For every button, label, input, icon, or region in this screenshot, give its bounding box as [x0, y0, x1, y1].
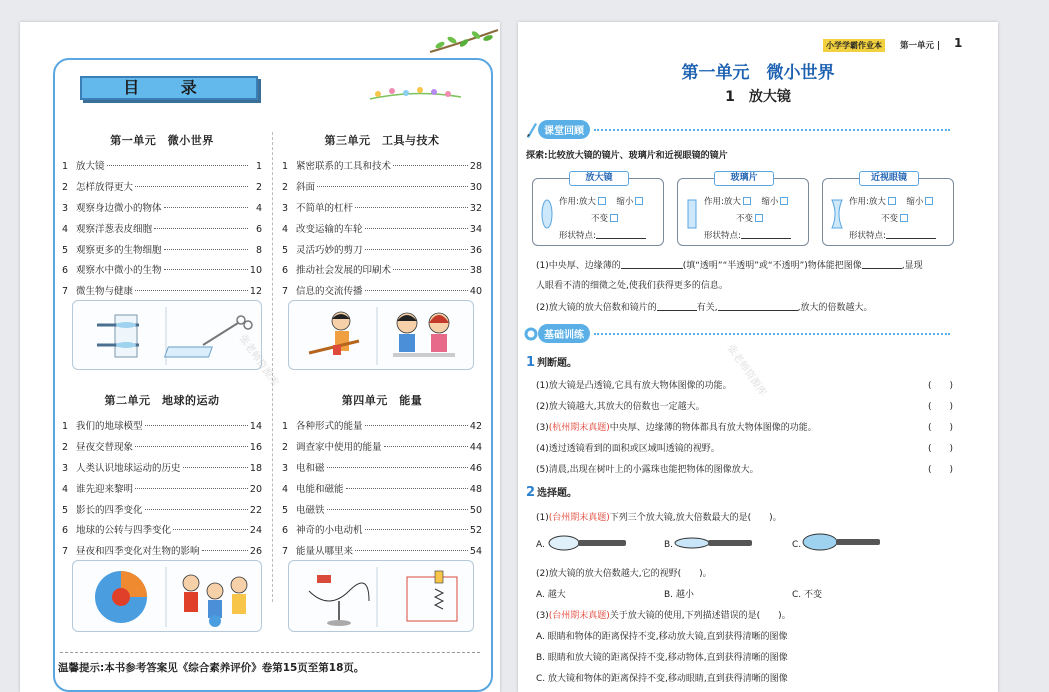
entry-page: 22 [249, 504, 262, 516]
entry-number: 5 [62, 504, 69, 516]
toc-entry[interactable] [282, 418, 482, 439]
toc-entry[interactable] [62, 439, 262, 460]
flowers-decoration [368, 79, 463, 105]
unchanged-label: 不变 [591, 214, 609, 224]
entry-page: 30 [469, 181, 482, 193]
earth-globe-icon [73, 561, 263, 633]
toc-page [20, 22, 500, 692]
shrink-label: 缩小 [761, 197, 779, 207]
entry-number: 7 [62, 546, 69, 558]
shape-answer-blank[interactable] [596, 230, 646, 239]
lens-box-glass [677, 173, 809, 246]
question-1-heading [526, 354, 577, 370]
entry-number: 4 [62, 483, 69, 495]
choice-question-3: (3)(台州期末真题)关于放大镜的使用,下列描述错误的是( )。 [536, 611, 791, 621]
checkbox-enlarge[interactable] [888, 197, 896, 205]
question-title: 选择题。 [537, 488, 578, 499]
fill1-text-b: (填“透明”“半透明”或“不透明”)物体能把图像 [682, 261, 862, 271]
unchanged-label: 不变 [736, 214, 754, 224]
entry-number: 4 [62, 223, 69, 235]
entry-page: 50 [469, 504, 482, 516]
entry-number: 3 [282, 202, 289, 214]
lens-box-label: 玻璃片 [714, 171, 774, 186]
shape-answer-blank[interactable] [886, 230, 936, 239]
gear-icon [524, 326, 538, 342]
entry-number: 2 [282, 441, 289, 453]
entry-number: 4 [282, 483, 289, 495]
magnifier-icon [802, 532, 882, 552]
unit-title: 第一单元 微小世界 [681, 63, 835, 83]
entry-title: 人类认识地球运动的历史 [76, 462, 181, 474]
fill-blank[interactable] [718, 302, 798, 311]
entry-page: 26 [249, 546, 262, 558]
entry-title: 电磁铁 [296, 504, 325, 516]
answer-paren[interactable]: ( ) [928, 465, 954, 475]
toc-entry[interactable] [282, 481, 482, 502]
fill-question-2 [536, 300, 873, 313]
question-number: 2 [526, 485, 536, 500]
unit-2 [62, 392, 262, 564]
toc-entry[interactable] [282, 502, 482, 523]
concave-lens-icon [831, 199, 843, 229]
entry-page: 24 [249, 525, 262, 537]
entry-title: 改变运输的车轮 [296, 223, 363, 235]
section-review-label: 课堂回顾 [538, 120, 590, 139]
effect-label: 作用:放大 [704, 197, 741, 207]
lens-box-magnifier [532, 173, 664, 246]
shape-label: 形状特点: [559, 231, 596, 241]
entry-number: 2 [62, 441, 69, 453]
unit-heading: 第二单元 地球的运动 [104, 394, 220, 407]
toc-entry[interactable] [282, 439, 482, 460]
unit-4-illustration [288, 560, 474, 632]
entry-title: 观察洋葱表皮细胞 [76, 223, 153, 235]
shape-label: 形状特点: [704, 231, 741, 241]
exam-source-tag: (杭州期末真题) [548, 423, 610, 433]
entry-page: 32 [469, 202, 482, 214]
entry-page: 14 [249, 421, 262, 432]
unit-1 [62, 132, 262, 304]
entry-title: 谁先迎来黎明 [76, 483, 134, 495]
entry-page: 1 [255, 161, 262, 172]
toc-entry[interactable] [282, 460, 482, 481]
exam-source-tag: (台州期末真题) [548, 513, 610, 523]
entry-page: 38 [469, 265, 482, 277]
series-tag: 小学学霸作业本 [823, 39, 885, 52]
entry-title: 各种形式的能量 [296, 421, 363, 432]
entry-number: 3 [62, 202, 69, 214]
entry-title: 灵活巧妙的剪刀 [296, 244, 363, 256]
fill2-text-b: 有关, [696, 303, 718, 313]
option-c[interactable]: C. [792, 540, 802, 550]
lens-box-myopia-glasses [822, 173, 954, 246]
question-title: 判断题。 [537, 358, 578, 369]
entry-title: 放大镜 [76, 161, 105, 172]
toc-entry[interactable] [62, 158, 262, 179]
header-unit: 第一单元 | [900, 41, 941, 51]
entry-page: 54 [469, 546, 482, 558]
question-number: 1 [526, 355, 536, 370]
shrink-label: 缩小 [616, 197, 634, 207]
lesson-title: 1 放大镜 [725, 89, 791, 105]
entry-title: 神奇的小电动机 [296, 525, 363, 537]
choice-question-2: (2)放大镜的放大倍数越大,它的视野( )。 [536, 569, 712, 579]
unit-heading: 第四单元 能量 [341, 394, 423, 407]
entry-page: 42 [469, 421, 482, 432]
entry-number: 6 [62, 265, 69, 277]
toc-title: 目 录 [80, 76, 258, 100]
checkbox-enlarge[interactable] [598, 197, 606, 205]
unit-3 [282, 132, 482, 304]
checkbox-unchanged[interactable] [610, 214, 618, 222]
entry-page: 40 [469, 286, 482, 298]
entry-title: 怎样放得更大 [76, 181, 134, 193]
effect-label: 作用:放大 [849, 197, 886, 207]
entry-title: 观察身边微小的物体 [76, 202, 162, 214]
entry-number: 2 [282, 181, 289, 193]
entry-title: 推动社会发展的印刷术 [296, 265, 392, 277]
entry-page: 44 [469, 441, 482, 453]
entry-number: 5 [282, 504, 289, 516]
entry-number: 7 [282, 286, 289, 298]
option-a[interactable]: A. [536, 540, 545, 550]
page-number: 1 [954, 36, 963, 50]
entry-page: 28 [469, 161, 482, 172]
answer-paren[interactable]: ( ) [928, 444, 954, 454]
answer-paren[interactable]: ( ) [928, 381, 954, 391]
children-experiment-icon [289, 301, 475, 371]
entry-title: 信息的交流传播 [296, 286, 363, 298]
entry-title: 紧密联系的工具和技术 [296, 161, 392, 172]
entry-page: 4 [255, 202, 262, 214]
judge-item: (3)(杭州期末真题)中央厚、边缘薄的物体都具有放大物体图像的功能。 [536, 423, 817, 433]
entry-number: 1 [282, 421, 289, 432]
electric-circuit-icon [289, 561, 475, 633]
entry-page: 46 [469, 462, 482, 474]
entry-title: 调查家中使用的能量 [296, 441, 382, 453]
fill-question-1 [536, 258, 923, 271]
entry-number: 5 [282, 244, 289, 256]
judge-item: (4)透过透镜看到的面积或区域叫透镜的视野。 [536, 444, 720, 454]
entry-title: 影长的四季变化 [76, 504, 143, 516]
answer-paren[interactable]: ( ) [928, 423, 954, 433]
entry-page: 16 [249, 441, 262, 453]
checkbox-unchanged[interactable] [755, 214, 763, 222]
fill2-text-c: ,放大的倍数越大。 [797, 303, 873, 313]
toc-entry[interactable] [62, 179, 262, 200]
entry-number: 1 [282, 161, 289, 172]
magnifier-icon [674, 534, 754, 552]
option-a[interactable]: A. 越大 [536, 590, 566, 600]
unit-2-illustration [72, 560, 262, 632]
toc-entry[interactable] [282, 221, 482, 242]
entry-title: 电和磁 [296, 462, 325, 474]
explore-text: 探索:比较放大镜的镜片、玻璃片和近视眼镜的镜片 [526, 151, 728, 161]
unit-1-illustration [72, 300, 262, 370]
toc-entry[interactable] [62, 221, 262, 242]
answer-paren[interactable]: ( ) [928, 402, 954, 412]
reminder-note: 温馨提示:本书参考答案见《综合素养评价》卷第15页至第18页。 [58, 662, 365, 674]
lens-box-label: 近视眼镜 [859, 171, 919, 186]
shrink-label: 缩小 [906, 197, 924, 207]
fill2-text-a: (2)放大镜的放大倍数和镜片的 [536, 303, 657, 313]
entry-number: 3 [62, 462, 69, 474]
choice-question-1: (1)(台州期末真题)下列三个放大镜,放大倍数最大的是( )。 [536, 513, 782, 523]
entry-number: 4 [282, 223, 289, 235]
branch-decoration [428, 26, 500, 56]
option-b[interactable]: B. 越小 [664, 590, 694, 600]
entry-page: 2 [255, 181, 262, 193]
toc-entry[interactable] [282, 242, 482, 263]
entry-number: 7 [282, 546, 289, 558]
entry-title: 地球的公转与四季变化 [76, 525, 172, 537]
unit-heading: 第一单元 微小世界 [110, 134, 214, 147]
judge-item: (5)清晨,出现在树叶上的小露珠也能把物体的图像放大。 [536, 465, 759, 475]
shape-answer-blank[interactable] [741, 230, 791, 239]
entry-number: 2 [62, 181, 69, 193]
lens-box-label: 放大镜 [569, 171, 629, 186]
fill1-text-a: (1)中央厚、边缘薄的 [536, 261, 621, 271]
entry-number: 6 [282, 525, 289, 537]
toc-entry[interactable] [282, 262, 482, 283]
pencil-icon [524, 121, 538, 139]
toc-entry[interactable] [282, 179, 482, 200]
entry-title: 观察更多的生物细胞 [76, 244, 162, 256]
entry-page: 10 [249, 265, 262, 277]
section-review [524, 120, 950, 139]
fill-blank[interactable] [621, 260, 683, 269]
entry-page: 12 [249, 286, 262, 298]
toc-entry[interactable] [282, 522, 482, 543]
entry-title: 斜面 [296, 181, 316, 193]
toc-entry[interactable] [282, 200, 482, 221]
option-c[interactable]: C. 放大镜和物体的距离保持不变,移动眼睛,直到获得清晰的图像 [536, 674, 788, 684]
convex-lens-icon [541, 199, 553, 229]
watermark: 张老师资源库 [724, 342, 769, 399]
entry-page: 52 [469, 525, 482, 537]
question-2-heading [526, 484, 577, 500]
flat-glass-icon [686, 199, 698, 229]
entry-title: 微生物与健康 [76, 286, 134, 298]
checkbox-shrink[interactable] [925, 197, 933, 205]
entry-page: 18 [249, 462, 262, 474]
entry-number: 5 [62, 244, 69, 256]
option-c[interactable]: C. 不变 [792, 590, 823, 600]
entry-title: 电能和磁能 [296, 483, 344, 495]
unit-3-illustration [288, 300, 474, 370]
checkbox-shrink[interactable] [780, 197, 788, 205]
toc-entry[interactable] [62, 262, 262, 283]
option-a[interactable]: A. 眼睛和物体的距离保持不变,移动放大镜,直到获得清晰的图像 [536, 632, 788, 642]
entry-title: 能量从哪里来 [296, 546, 354, 558]
lesson-page [518, 22, 998, 692]
section-basic-label: 基础训练 [538, 324, 590, 343]
checkbox-enlarge[interactable] [743, 197, 751, 205]
entry-number: 7 [62, 286, 69, 298]
judge-item: (1)放大镜是凸透镜,它具有放大物体图像的功能。 [536, 381, 732, 391]
entry-page: 48 [469, 483, 482, 495]
toc-entry[interactable] [62, 460, 262, 481]
entry-number: 3 [282, 462, 289, 474]
entry-page: 20 [249, 483, 262, 495]
entry-number: 1 [62, 161, 69, 172]
unit-heading: 第三单元 工具与技术 [324, 134, 440, 147]
watermark: 张老师资源库 [236, 332, 281, 389]
effect-label: 作用:放大 [559, 197, 596, 207]
toc-entry[interactable] [62, 200, 262, 221]
shape-label: 形状特点: [849, 231, 886, 241]
checkbox-shrink[interactable] [635, 197, 643, 205]
entry-page: 6 [255, 223, 262, 235]
toc-entry[interactable] [282, 158, 482, 179]
toc-entry[interactable] [62, 242, 262, 263]
option-b[interactable]: B. [664, 540, 674, 550]
option-b[interactable]: B. 眼睛和放大镜的距离保持不变,移动物体,直到获得清晰的图像 [536, 653, 788, 663]
entry-title: 不简单的杠杆 [296, 202, 354, 214]
entry-number: 6 [282, 265, 289, 277]
unchanged-label: 不变 [881, 214, 899, 224]
note-divider [60, 652, 480, 653]
entry-title: 昼夜和四季变化对生物的影响 [76, 546, 200, 558]
fill-blank[interactable] [862, 260, 902, 269]
fill1-text-c: ,显现 [901, 261, 923, 271]
toc-entry[interactable] [62, 418, 262, 439]
entry-title: 昼夜交替现象 [76, 441, 134, 453]
magnifier-icon [548, 534, 628, 552]
entry-title: 观察水中微小的生物 [76, 265, 162, 277]
toc-entry[interactable] [62, 522, 262, 543]
toc-entry[interactable] [62, 502, 262, 523]
entry-page: 34 [469, 223, 482, 235]
microscope-lens-icon [73, 301, 263, 371]
entry-page: 8 [255, 244, 262, 256]
entry-title: 我们的地球模型 [76, 421, 143, 432]
entry-number: 1 [62, 421, 69, 432]
unit-4 [282, 392, 482, 564]
fill-blank[interactable] [657, 302, 697, 311]
judge-item: (2)放大镜越大,其放大的倍数也一定越大。 [536, 402, 705, 412]
fill-question-1-cont: 人眼看不清的细微之处,使我们获得更多的信息。 [536, 281, 728, 291]
entry-number: 6 [62, 525, 69, 537]
toc-entry[interactable] [62, 481, 262, 502]
entry-page: 36 [469, 244, 482, 256]
exam-source-tag: (台州期末真题) [548, 611, 610, 621]
checkbox-unchanged[interactable] [900, 214, 908, 222]
